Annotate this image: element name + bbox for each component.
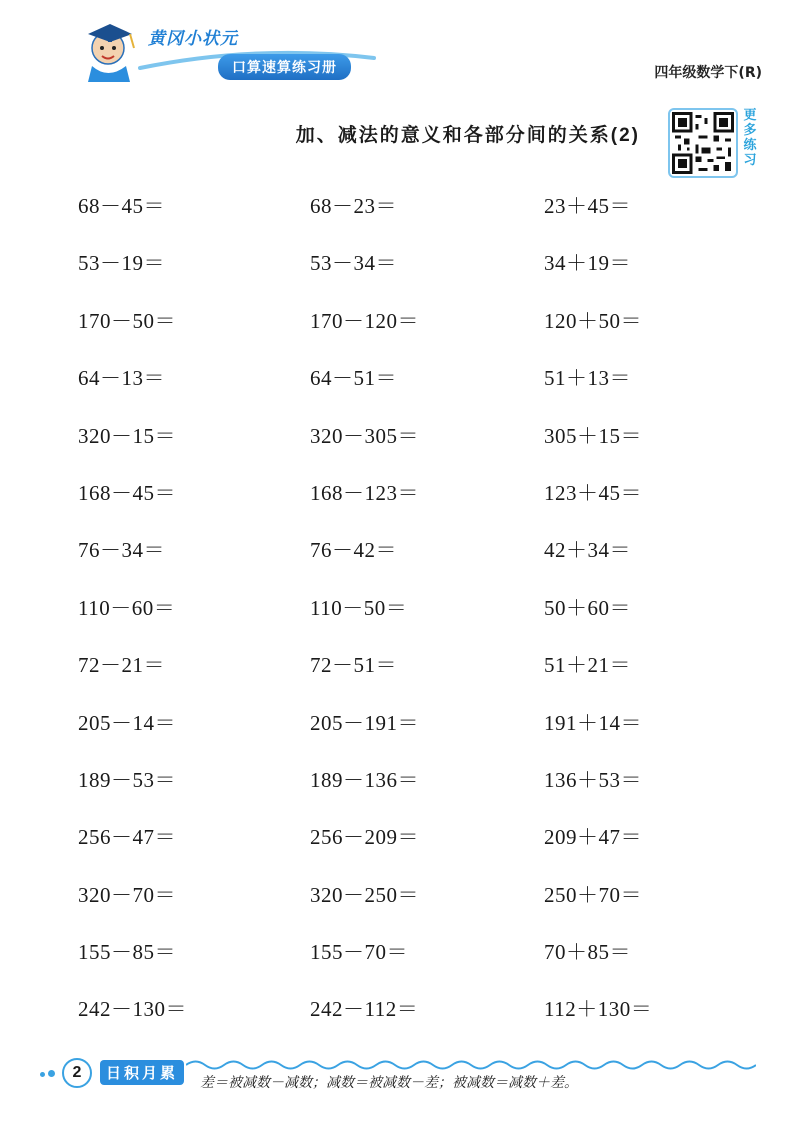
rule-text: 差＝被减数－减数；减数＝被减数－差；被减数＝减数＋差。 (200, 1075, 578, 1091)
problem: 256－209＝ (310, 825, 419, 850)
problem: 250＋70＝ (544, 882, 642, 907)
dot-icon (40, 1072, 45, 1077)
qr-side-label (741, 108, 759, 168)
problem: 51＋21＝ (544, 653, 631, 678)
problem: 320－250＝ (310, 882, 419, 907)
problem: 53－34＝ (310, 251, 397, 276)
problem: 320－70＝ (78, 882, 176, 907)
problem: 64－13＝ (78, 366, 165, 391)
problem: 168－45＝ (78, 480, 176, 505)
problem: 242－130＝ (78, 997, 187, 1022)
problem: 50＋60＝ (544, 595, 631, 620)
daily-badge: 日积月累 (100, 1060, 184, 1085)
problem: 72－51＝ (310, 653, 397, 678)
problem: 76－34＝ (78, 538, 165, 563)
problem: 189－53＝ (78, 767, 176, 792)
qr-code-icon (672, 112, 734, 174)
problem: 209＋47＝ (544, 825, 642, 850)
problem-grid (78, 186, 718, 1047)
problem: 170－120＝ (310, 308, 419, 333)
problem: 123＋45＝ (544, 480, 642, 505)
problem: 320－305＝ (310, 423, 419, 448)
problem: 189－136＝ (310, 767, 419, 792)
problem: 256－47＝ (78, 825, 176, 850)
problem: 76－42＝ (310, 538, 397, 563)
problem: 320－15＝ (78, 423, 176, 448)
problem: 72－21＝ (78, 653, 165, 678)
problem: 120＋50＝ (544, 308, 642, 333)
problem: 51＋13＝ (544, 366, 631, 391)
problem: 42＋34＝ (544, 538, 631, 563)
qr-side-char: 习 (743, 153, 757, 168)
qr-side-char: 更 (743, 108, 757, 123)
problem: 242－112＝ (310, 997, 419, 1022)
qr-side-char: 练 (743, 138, 757, 153)
problem: 205－191＝ (310, 710, 419, 735)
problem: 305＋15＝ (544, 423, 642, 448)
page-header (0, 0, 794, 100)
title-text: 加、减法的意义和各部分间的关系 (295, 124, 611, 146)
problem: 155－70＝ (310, 940, 408, 965)
problem: 136＋53＝ (544, 767, 642, 792)
page-footer (0, 1048, 794, 1108)
problem: 23＋45＝ (544, 194, 631, 218)
brand-script-text: 黄冈小状元 (148, 29, 238, 49)
brand-logo (78, 14, 368, 84)
problem: 170－50＝ (78, 308, 176, 333)
problem: 110－50＝ (310, 595, 408, 620)
brand-pill: 口算速算练习册 (218, 54, 351, 80)
page-title (0, 120, 640, 147)
problem: 34＋19＝ (544, 251, 631, 276)
grade-label: 四年级数学下(R) (654, 65, 762, 81)
qr-side-char: 多 (743, 123, 757, 138)
decorative-dots (40, 1064, 58, 1082)
problem: 191＋14＝ (544, 710, 642, 735)
problem: 155－85＝ (78, 940, 176, 965)
page-number: 2 (62, 1058, 92, 1088)
qr-code[interactable] (668, 108, 738, 178)
problem: 112＋130＝ (544, 997, 653, 1022)
problem: 68－45＝ (78, 194, 165, 218)
problem: 110－60＝ (78, 595, 176, 620)
problem: 68－23＝ (310, 194, 397, 218)
dot-icon (48, 1070, 55, 1077)
problem: 70＋85＝ (544, 940, 631, 965)
problem: 205－14＝ (78, 710, 176, 735)
title-number: (2) (610, 125, 640, 146)
problem: 64－51＝ (310, 366, 397, 391)
problem: 168－123＝ (310, 480, 419, 505)
problem: 53－19＝ (78, 251, 165, 276)
